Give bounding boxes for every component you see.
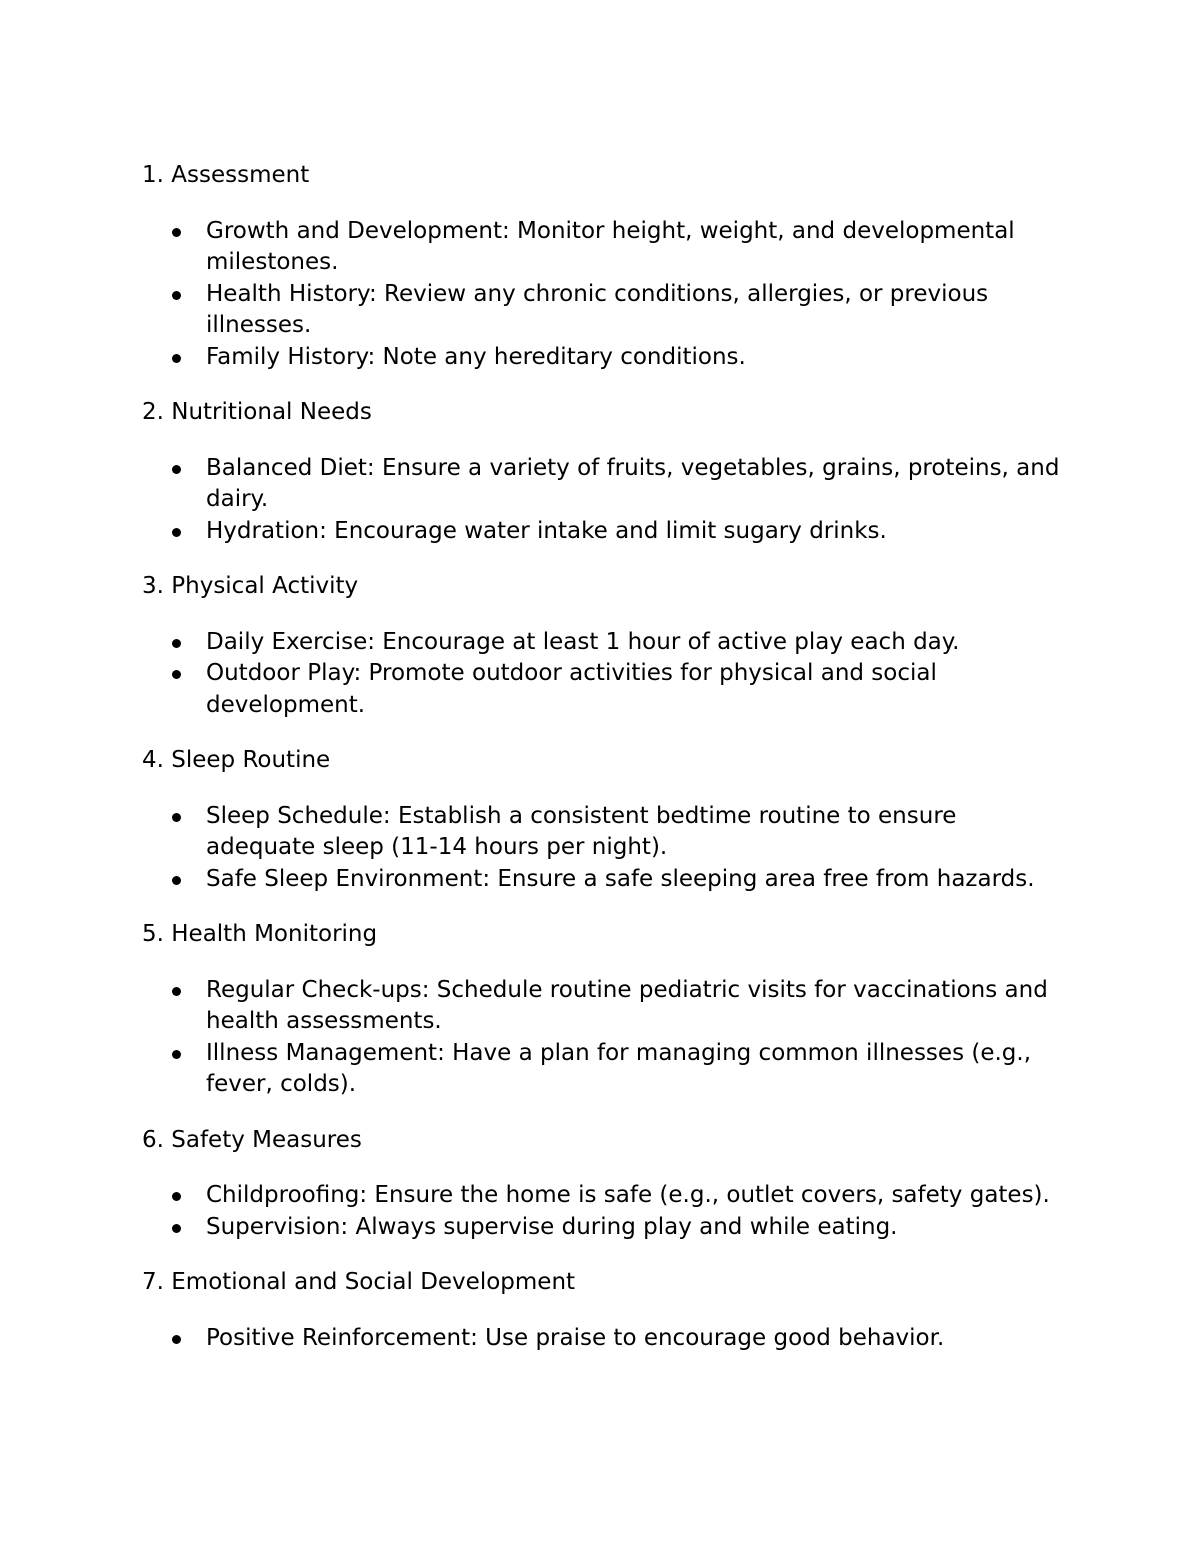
bullet-icon [172,528,181,537]
section-safety-measures [142,1125,1072,1244]
list-item-text: Health History: Review any chronic conditions, allergies, or previous illnesses. [206,280,989,338]
bullet-list [142,216,1072,374]
list-item [142,864,1072,896]
list-item-text: Childproofing: Ensure the home is safe (e.g., outlet covers, safety gates). [206,1182,1050,1208]
bullet-icon [172,987,181,996]
section-sleep-routine [142,745,1072,895]
section-nutritional-needs [142,397,1072,547]
bullet-icon [172,1192,181,1201]
list-item-text: Illness Management: Have a plan for managing common illnesses (e.g., fever, colds). [206,1039,1032,1097]
list-item-text: Outdoor Play: Promote outdoor activities for physical and social development. [206,660,937,718]
bullet-list [142,453,1072,548]
list-item [142,658,1072,721]
list-item [142,1038,1072,1101]
bullet-icon [172,291,181,300]
bullet-icon [172,354,181,363]
list-item [142,342,1072,374]
list-item [142,1212,1072,1244]
section-heading: 7. Emotional and Social Development [142,1269,576,1295]
section-heading: 5. Health Monitoring [142,921,378,947]
list-item [142,975,1072,1038]
section-physical-activity [142,571,1072,721]
section-emotional-social-development [142,1267,1072,1354]
section-assessment [142,160,1072,373]
document-content [142,160,1072,1378]
bullet-list [142,1180,1072,1243]
list-item [142,516,1072,548]
list-item-text: Regular Check-ups: Schedule routine pediatric visits for vaccinations and health assessments. [206,976,1048,1034]
bullet-icon [172,465,181,474]
list-item [142,1323,1072,1355]
bullet-icon [172,228,181,237]
bullet-icon [172,1335,181,1344]
section-health-monitoring [142,919,1072,1101]
list-item-text: Sleep Schedule: Establish a consistent bedtime routine to ensure adequate sleep (11-14 hours per night). [206,802,957,860]
list-item [142,801,1072,864]
list-item [142,1180,1072,1212]
bullet-icon [172,639,181,648]
bullet-list [142,801,1072,896]
list-item-text: Growth and Development: Monitor height, weight, and developmental milestones. [206,217,1015,275]
bullet-list [142,627,1072,722]
list-item-text: Safe Sleep Environment: Ensure a safe sleeping area free from hazards. [206,865,1035,892]
list-item-text: Daily Exercise: Encourage at least 1 hour of active play each day. [206,628,960,655]
list-item-text: Balanced Diet: Ensure a variety of fruits, vegetables, grains, proteins, and dairy. [206,454,1060,512]
list-item [142,279,1072,342]
bullet-icon [172,670,181,679]
bullet-icon [172,813,181,822]
bullet-list [142,975,1072,1101]
bullet-icon [172,1050,181,1059]
section-heading: 3. Physical Activity [142,573,359,599]
list-item-text: Supervision: Always supervise during play and while eating. [206,1213,898,1240]
section-heading: 6. Safety Measures [142,1126,362,1153]
list-item-text: Hydration: Encourage water intake and limit sugary drinks. [206,517,887,544]
bullet-list [142,1323,1072,1355]
list-item-text: Positive Reinforcement: Use praise to encourage good behavior. [206,1324,945,1351]
bullet-icon [172,1224,181,1233]
section-heading: 2. Nutritional Needs [142,399,372,425]
bullet-icon [172,876,181,885]
list-item [142,453,1072,516]
list-item [142,627,1072,659]
list-item [142,216,1072,279]
section-heading: 4. Sleep Routine [142,747,331,773]
section-heading: 1. Assessment [142,162,310,188]
list-item-text: Family History: Note any hereditary conditions. [206,343,746,370]
